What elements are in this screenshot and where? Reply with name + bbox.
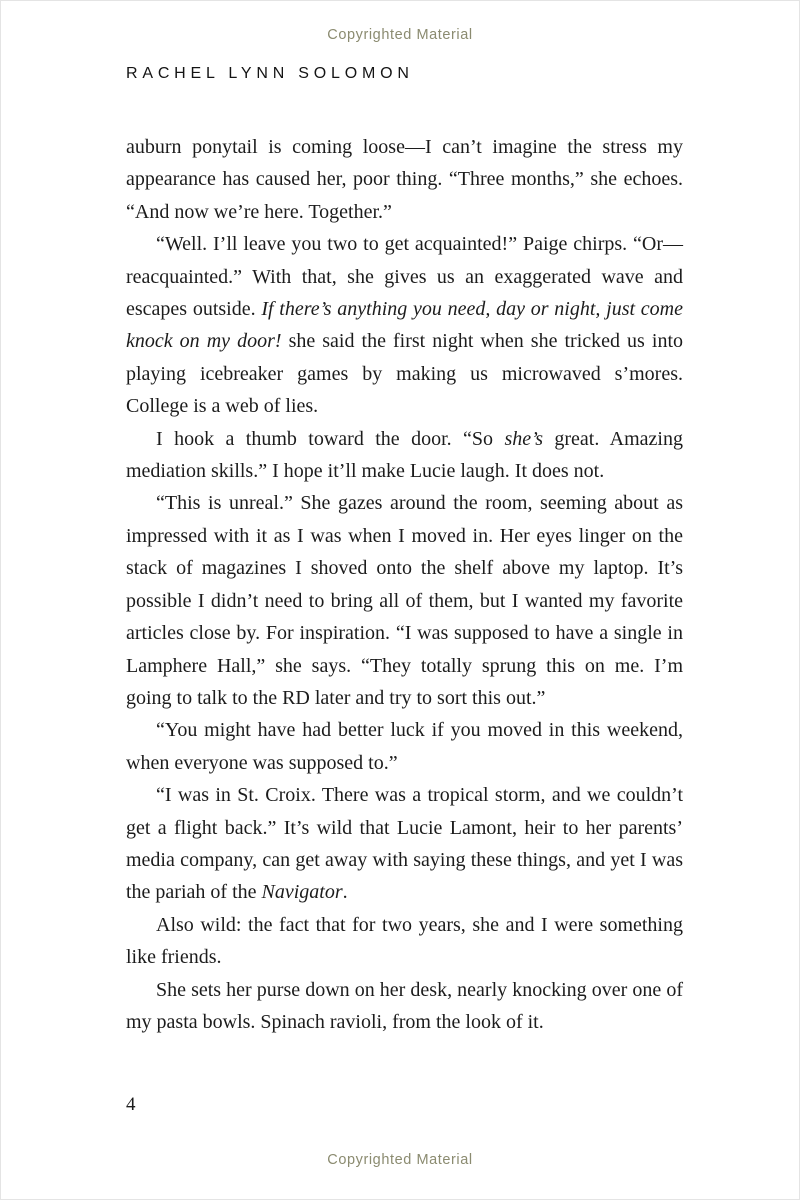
- paragraph-1: [126, 131, 683, 228]
- italic-text-run: If there’s anything you need, day or night, just come knock on my door!: [126, 298, 683, 353]
- italic-text-run: Navigator: [261, 881, 343, 904]
- text-run: I hook a thumb toward the door. “So: [156, 427, 505, 450]
- text-run: .: [342, 881, 348, 904]
- paragraph-6: [126, 779, 683, 909]
- copyright-notice-top: Copyrighted Material: [327, 27, 473, 43]
- paragraph-7: [126, 909, 683, 974]
- text-run: she said the first night when she tricked us into playing icebreaker games by making us microwaved s’mores. College is a web of lies.: [126, 330, 683, 418]
- text-run: auburn ponytail is coming loose—I can’t imagine the stress my appearance has caused her, poor thing. “Three months,” she echoes. “And now we’re here. Together.”: [126, 136, 683, 223]
- text-run: Also wild: the fact that for two years, she and I were something like friends.: [126, 913, 683, 969]
- body-text: [126, 131, 683, 1038]
- page-number: 4: [126, 1094, 136, 1115]
- text-run: “I was in St. Croix. There was a tropical storm, and we couldn’t get a flight back.” It’s wild that Lucie Lamont, heir to her parents’ media company, can get away with saying these things, and yet I was the pariah of the: [126, 784, 683, 904]
- paragraph-3: [126, 423, 683, 488]
- paragraph-2: [126, 228, 683, 422]
- paragraph-4: [126, 487, 683, 714]
- paragraph-8: [126, 974, 683, 1039]
- text-run: She sets her purse down on her desk, nearly knocking over one of my pasta bowls. Spinach ravioli, from the look of it.: [126, 978, 683, 1033]
- author-header: RACHEL LYNN SOLOMON: [126, 65, 414, 82]
- text-run: “Well. I’ll leave you two to get acquainted!” Paige chirps. “Or—reacquainted.” With that, she gives us an exaggerated wave and escapes outside.: [126, 233, 683, 321]
- copyright-notice-bottom: Copyrighted Material: [327, 1152, 473, 1168]
- italic-text-run: she’s: [504, 427, 543, 450]
- paragraph-5: [126, 714, 683, 779]
- text-run: great. Amazing mediation skills.” I hope it’ll make Lucie laugh. It does not.: [126, 427, 683, 483]
- text-run: “This is unreal.” She gazes around the room, seeming about as impressed with it as I was when I moved in. Her eyes linger on the stack of magazines I shoved onto the shelf above my laptop. It’s possible I didn’t need to bring all of them, but I wanted my favorite articles close by. For inspiration. “I was supposed to have a single in Lamphere Hall,” she says. “They totally sprung this on me. I’m going to talk to the RD later and try to sort this out.”: [126, 492, 683, 709]
- text-run: “You might have had better luck if you moved in this weekend, when everyone was supposed to.”: [126, 719, 683, 774]
